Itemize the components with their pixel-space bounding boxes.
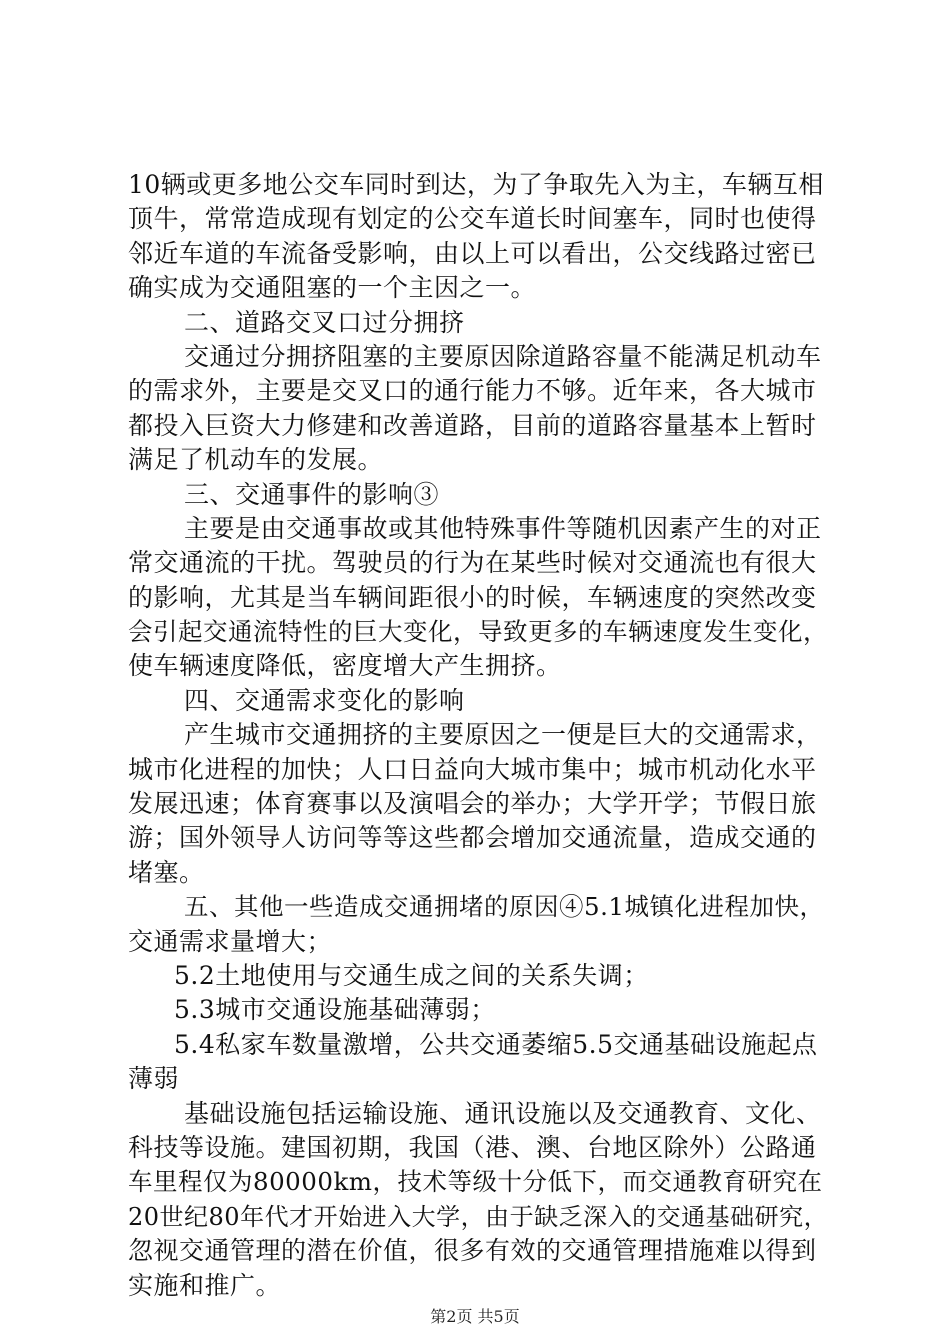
text-line: 发展迅速；体育赛事以及演唱会的举办；大学开学；节假日旅 [128, 789, 817, 819]
list-item: 5.3城市交通设施基础薄弱； [174, 995, 496, 1025]
text-line: 20世纪80年代才开始进入大学，由于缺乏深入的交通基础研究， [128, 1202, 829, 1231]
text-line: 实施和推广。 [128, 1270, 282, 1300]
text-line: 交通过分拥挤阻塞的主要原因除道路容量不能满足机动车 [184, 341, 822, 371]
text-line: 满足了机动车的发展。 [128, 445, 384, 475]
text-line: 堵塞。 [128, 857, 205, 887]
text-line: 基础设施包括运输设施、通讯设施以及交通教育、文化、 [184, 1098, 822, 1128]
text-line: 游；国外领导人访问等等这些都会增加交通流量，造成交通的 [128, 823, 817, 853]
section-heading: 三、交通事件的影响③ [184, 479, 440, 509]
text-line: 科技等设施。建国初期，我国（港、澳、台地区除外）公路通 [128, 1132, 817, 1162]
text-line: 顶牛，常常造成现有划定的公交车道长时间塞车，同时也使得 [128, 204, 817, 234]
text-line: 常交通流的干扰。驾驶员的行为在某些时候对交通流也有很大 [128, 548, 817, 578]
text-line: 的影响，尤其是当车辆间距很小的时候，车辆速度的突然改变 [128, 582, 817, 612]
text-line: 10辆或更多地公交车同时到达，为了争取先入为主，车辆互相 [128, 170, 824, 199]
section-heading: 二、道路交叉口过分拥挤 [184, 307, 465, 337]
text-line: 邻近车道的车流备受影响，由以上可以看出，公交线路过密已 [128, 238, 817, 268]
text-line: 城市化进程的加快；人口日益向大城市集中；城市机动化水平 [128, 754, 817, 784]
text-line: 交通需求量增大； [128, 926, 333, 956]
body-text [128, 168, 833, 1303]
text-line: 使车辆速度降低，密度增大产生拥挤。 [128, 651, 562, 681]
text-line: 薄弱 [128, 1064, 180, 1094]
page-footer: 第2页 共5页 [430, 1307, 520, 1326]
text-line: 忽视交通管理的潜在价值，很多有效的交通管理措施难以得到 [128, 1236, 817, 1266]
text-line: 的需求外，主要是交叉口的通行能力不够。近年来，各大城市 [128, 376, 817, 406]
text-line: 都投入巨资大力修建和改善道路，目前的道路容量基本上暂时 [128, 410, 817, 440]
text-line: 车里程仅为80000km，技术等级十分低下，而交通教育研究在 [128, 1167, 823, 1197]
text-line: 会引起交通流特性的巨大变化，导致更多的车辆速度发生变化， [128, 617, 828, 647]
section-heading: 四、交通需求变化的影响 [184, 685, 465, 715]
list-item: 5.4私家车数量激增，公共交通萎缩5.5交通基础设施起点 [174, 1029, 818, 1059]
text-line: 确实成为交通阻塞的一个主因之一。 [128, 273, 537, 303]
text-line: 主要是由交通事故或其他特殊事件等随机因素产生的对正 [184, 513, 822, 543]
section-heading: 五、其他一些造成交通拥堵的原因④5.1城镇化进程加快， [184, 892, 825, 922]
list-item: 5.2土地使用与交通生成之间的关系失调； [174, 960, 649, 990]
text-line: 产生城市交通拥挤的主要原因之一便是巨大的交通需求， [184, 720, 822, 750]
